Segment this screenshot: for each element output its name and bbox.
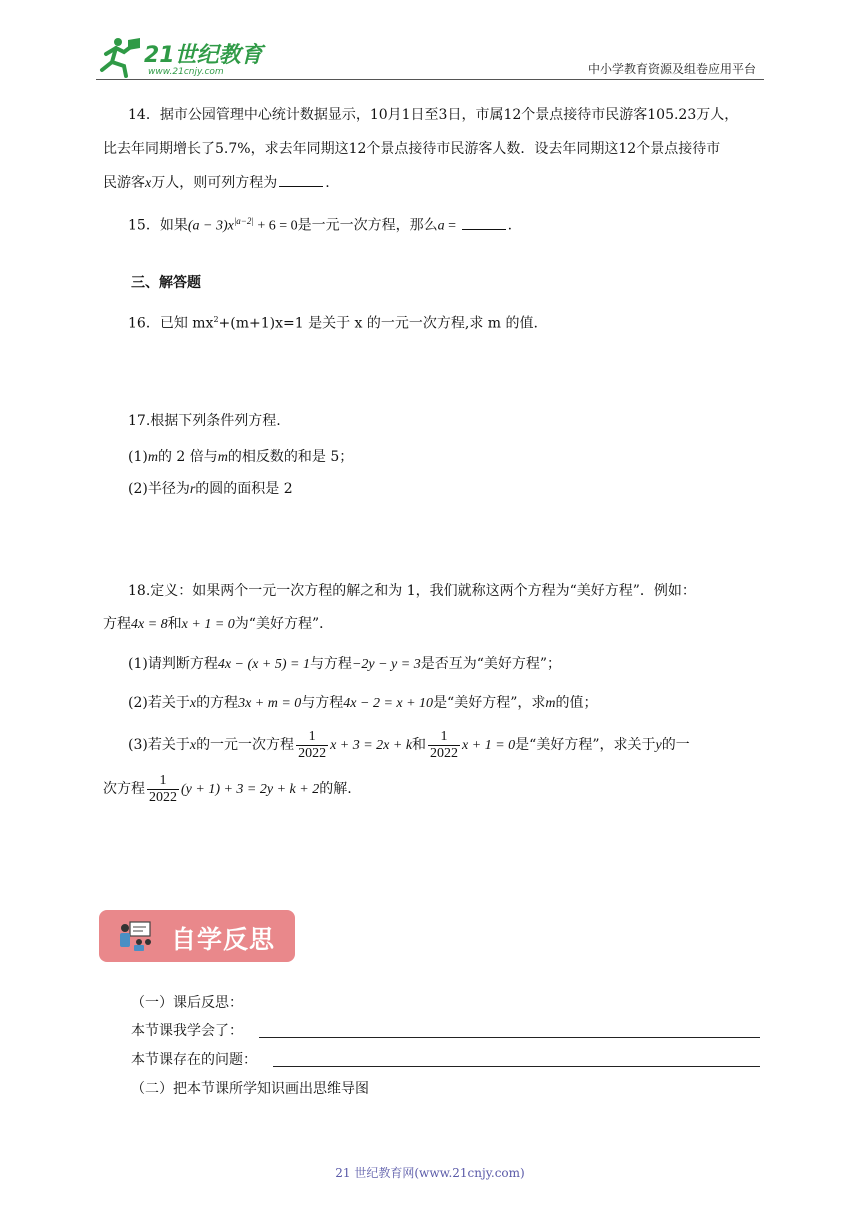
svg-text:www.21cnjy.com: www.21cnjy.com — [148, 67, 224, 77]
footer-link[interactable]: 21 世纪教育网(www.21cnjy.com) — [335, 1166, 525, 1180]
q15: 15．如果$(a - 3)x^{|a-2|} + 6 = 0$是一元一次方程，那么a = . — [128, 216, 513, 234]
header-platform-text: 中小学教育资源及组卷应用平台 — [587, 62, 756, 76]
learned-fill-line[interactable] — [259, 1037, 760, 1038]
q18-part3: (3)若关于x的一元一次方程 $\frac{1}{2022}$ x + 3 = 2x + k和 $\frac{1}{2022}$ x + 1 = 0是“美好方程”，求关于y的一 — [128, 728, 690, 761]
fraction: $\frac{1}{2022}$ — [149, 772, 177, 805]
banner-title: 自学反思 — [171, 925, 276, 954]
q14-line3: 民游客x万人，则可列方程为 . — [103, 172, 330, 195]
header-divider — [96, 79, 764, 80]
learned-label: 本节课我学会了： — [131, 1023, 243, 1039]
section-title: 三、解答题 — [131, 275, 201, 291]
fraction: $\frac{1}{2022}$ — [430, 728, 459, 761]
q16: 16．已知 $mx^2+(m+1)x=1$ 是关于 x 的一元一次方程,求 m 的值. — [128, 315, 538, 332]
q18-part1: (1)请判断方程4x − (x + 5) = 1与方程−2y − y = 3是否互为“美好方程”； — [128, 656, 562, 672]
problems-fill-line[interactable] — [273, 1066, 760, 1067]
q18-line1: 18.定义：如果两个一元一次方程的解之和为 1，我们就称这两个方程为“美好方程”．例如： — [128, 583, 696, 599]
reflection-part2: （二）把本节课所学知识画出思维导图 — [131, 1081, 369, 1097]
answer-blank[interactable] — [279, 172, 323, 187]
reflection-banner — [99, 910, 295, 962]
teacher-board-icon — [119, 920, 153, 952]
q18-line2: 方程4x = 8和x + 1 = 0为“美好方程”． — [103, 616, 334, 632]
q14-line2: 比去年同期增长了5.7%，求去年同期这12个景点接待市民游客人数．设去年同期这12个景点接待市 — [103, 141, 721, 157]
svg-text:21世纪教育: 21世纪教育 — [144, 43, 263, 68]
runner-icon — [102, 38, 140, 76]
q17-title: 17.根据下列条件列方程. — [128, 413, 281, 429]
answer-blank[interactable] — [462, 215, 506, 230]
problems-label: 本节课存在的问题： — [131, 1052, 257, 1068]
reflection-part1: （一）课后反思： — [131, 995, 243, 1011]
q18-part4: 次方程 $\frac{1}{2022}$ (y + 1) + 3 = 2y + k + 2的解. — [103, 772, 352, 805]
fraction: $\frac{1}{2022}$ — [298, 728, 327, 761]
q17-part2: (2)半径为r的圆的面积是 2 — [128, 481, 293, 497]
q17-part1: (1)m的 2 倍与m的相反数的和是 5； — [128, 449, 354, 465]
q14-line1: 14．据市公园管理中心统计数据显示，10月1日至3日，市属12个景点接待市民游客105.23万人， — [128, 107, 739, 123]
q18-part2: (2)若关于x的方程3x + m = 0与方程4x − 2 = x + 10是“美好方程”，求m的值； — [128, 695, 598, 711]
site-logo[interactable] — [96, 34, 266, 80]
